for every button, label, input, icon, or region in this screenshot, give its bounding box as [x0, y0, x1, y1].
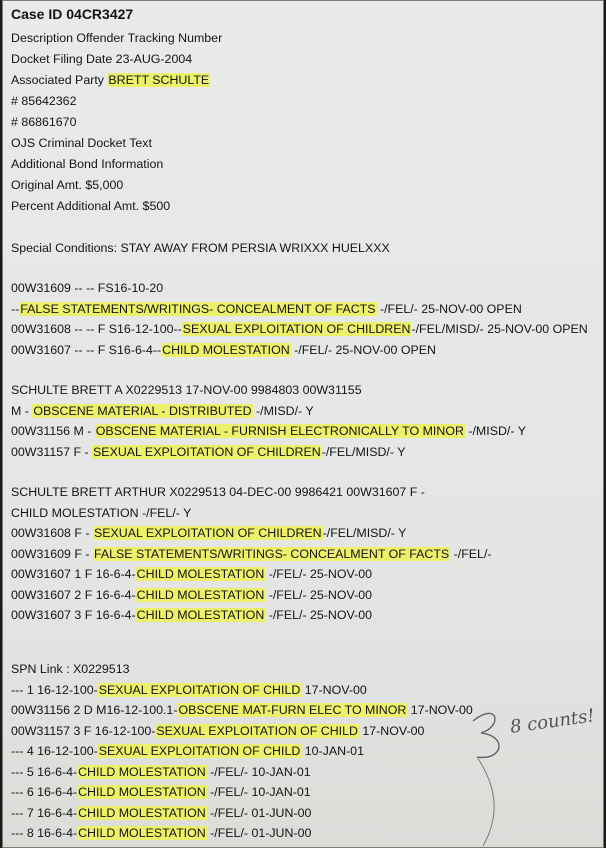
highlighted-charge: SEXUAL EXPLOITATION OF CHILD [98, 682, 301, 697]
docket-text: 00W31157 3 F 16-12-100- [11, 723, 156, 738]
highlighted-charge: SEXUAL EXPLOITATION OF CHILDREN [182, 322, 411, 336]
docket-text: 00W31609 -- -- FS16-10-20 [11, 281, 164, 295]
highlighted-charge: CHILD MOLESTATION [162, 342, 290, 357]
document-page [2, 0, 604, 848]
highlighted-charge: CHILD MOLESTATION [78, 826, 206, 840]
docket-text: -- [11, 301, 20, 316]
docket-text: -/FEL/MISD/- Y [322, 526, 407, 540]
docket-text: 00W31607 3 F 16-6-4- [11, 608, 136, 622]
docket-text: 00W31156 2 D M16-12-100.1- [11, 703, 178, 717]
docket-text: -/MISD/- Y [464, 424, 526, 438]
docket-text: -/FEL/- 01-JUN-00 [206, 826, 312, 840]
docket-text: --- 4 16-12-100- [11, 744, 98, 758]
docket-text: 00W31157 F - [11, 444, 93, 459]
docket-text: -/FEL/- 25-NOV-00 OPEN [290, 342, 437, 357]
docket-line [11, 302, 522, 317]
docket-text: CHILD MOLESTATION -/FEL/- Y [11, 505, 192, 520]
docket-line [11, 343, 436, 358]
docket-text: SCHULTE BRETT A X0229513 17-NOV-00 9984803 00W31155 [11, 383, 362, 397]
highlighted-charge: SEXUAL EXPLOITATION OF CHILD [156, 723, 358, 738]
description-line: Description Offender Tracking Number [11, 31, 223, 45]
docket-text: SPN Link : X0229513 [11, 662, 130, 676]
associated-party-name: BRETT SCHULTE [108, 73, 210, 87]
highlighted-charge: OBSCENE MATERIAL - DISTRIBUTED [33, 403, 252, 418]
docket-text: -/FEL/- 25-NOV-00 [265, 587, 372, 602]
docket-line [11, 744, 364, 759]
docket-text: 00W31607 1 F 16-6-4- [11, 567, 136, 581]
number-line-1: # 85642362 [11, 94, 77, 108]
docket-text: 00W31608 -- -- F S16-12-100-- [11, 322, 182, 336]
docket-text: --- 7 16-6-4- [11, 805, 78, 820]
docket-line [11, 424, 526, 439]
docket-line [11, 547, 492, 562]
docket-text: 17-NOV-00 [358, 723, 425, 738]
docket-line [11, 445, 405, 460]
docket-text: 17-NOV-00 [301, 682, 367, 697]
original-amount: Original Amt. $5,000 [11, 178, 124, 192]
associated-party-label: Associated Party [11, 73, 108, 87]
docket-text: -/FEL/- 10-JAN-01 [206, 764, 311, 779]
docket-line [11, 683, 367, 698]
docket-line [11, 826, 311, 841]
docket-line [11, 281, 163, 296]
docket-text: 00W31609 F - [11, 546, 93, 561]
docket-text: -/FEL/- 25-NOV-00 OPEN [376, 301, 522, 316]
docket-text: --- 6 16-6-4- [11, 785, 78, 799]
docket-line [11, 785, 311, 800]
docket-text: 00W31607 -- -- F S16-6-4-- [11, 342, 162, 357]
docket-text: 10-JAN-01 [301, 744, 364, 758]
docket-line [11, 765, 311, 780]
docket-text: -/MISD/- Y [252, 403, 314, 418]
special-conditions: Special Conditions: STAY AWAY FROM PERSIA WRIXXX HUELXXX [11, 241, 390, 255]
highlighted-charge: FALSE STATEMENTS/WRITINGS- CONCEALMENT OF FACTS [93, 546, 450, 561]
docket-text: 00W31156 M - [11, 424, 95, 438]
highlighted-charge: SEXUAL EXPLOITATION OF CHILDREN [93, 444, 321, 459]
ojs-docket-text: OJS Criminal Docket Text [11, 136, 152, 150]
handwritten-note [463, 691, 603, 848]
case-id-heading: Case ID 04CR3427 [11, 6, 134, 22]
docket-line [11, 608, 372, 623]
docket-line [11, 724, 424, 739]
docket-line [11, 383, 362, 398]
docket-text: --- 5 16-6-4- [11, 764, 78, 779]
highlighted-charge: CHILD MOLESTATION [78, 764, 206, 779]
number-line-2: # 86861670 [11, 115, 77, 129]
docket-text: -/FEL/- 25-NOV-00 [265, 567, 372, 581]
highlighted-charge: OBSCENE MAT-FURN ELEC TO MINOR [178, 703, 407, 717]
docket-text: --- 8 16-6-4- [11, 826, 78, 840]
docket-text: -/FEL/- 10-JAN-01 [206, 785, 311, 799]
docket-text: --- 1 16-12-100- [11, 682, 98, 697]
docket-text: 17-NOV-00 [407, 703, 473, 717]
docket-text: -/FEL/MISD/- 25-NOV-00 OPEN [411, 322, 588, 336]
note-text: 8 counts! [508, 705, 596, 738]
highlighted-charge: SEXUAL EXPLOITATION OF CHILD [98, 744, 301, 758]
docket-line [11, 662, 129, 677]
docket-line [11, 485, 425, 500]
docket-text: -/FEL/- 01-JUN-00 [206, 805, 312, 820]
highlighted-charge: CHILD MOLESTATION [136, 587, 265, 602]
highlighted-charge: OBSCENE MATERIAL - FURNISH ELECTRONICALLY TO MINOR [95, 424, 464, 438]
docket-line [11, 588, 372, 603]
percent-additional-amount: Percent Additional Amt. $500 [11, 199, 171, 213]
associated-party [11, 73, 210, 88]
docket-line [11, 404, 314, 419]
docket-line [11, 806, 311, 821]
docket-text: SCHULTE BRETT ARTHUR X0229513 04-DEC-00 9986421 00W31607 F - [11, 485, 425, 499]
docket-text: M - [11, 403, 33, 418]
docket-text: -/FEL/- 25-NOV-00 [265, 608, 372, 622]
docket-text: 00W31608 F - [11, 526, 93, 540]
docket-line [11, 322, 588, 337]
highlighted-charge: CHILD MOLESTATION [78, 805, 206, 820]
docket-text: 00W31607 2 F 16-6-4- [11, 587, 136, 602]
docket-line [11, 703, 473, 718]
highlighted-charge: CHILD MOLESTATION [136, 567, 265, 581]
docket-filing-date: Docket Filing Date 23-AUG-2004 [11, 52, 193, 66]
highlighted-charge: CHILD MOLESTATION [78, 785, 206, 799]
bond-info: Additional Bond Information [11, 157, 164, 171]
docket-text: -/FEL/MISD/- Y [321, 444, 406, 459]
docket-text: -/FEL/- [450, 546, 492, 561]
highlighted-charge: CHILD MOLESTATION [136, 608, 265, 622]
docket-line [11, 526, 406, 541]
docket-line [11, 567, 372, 582]
highlighted-charge: FALSE STATEMENTS/WRITINGS- CONCEALMENT OF FACTS [20, 301, 376, 316]
highlighted-charge: SEXUAL EXPLOITATION OF CHILDREN [93, 526, 322, 540]
docket-line [11, 506, 191, 521]
